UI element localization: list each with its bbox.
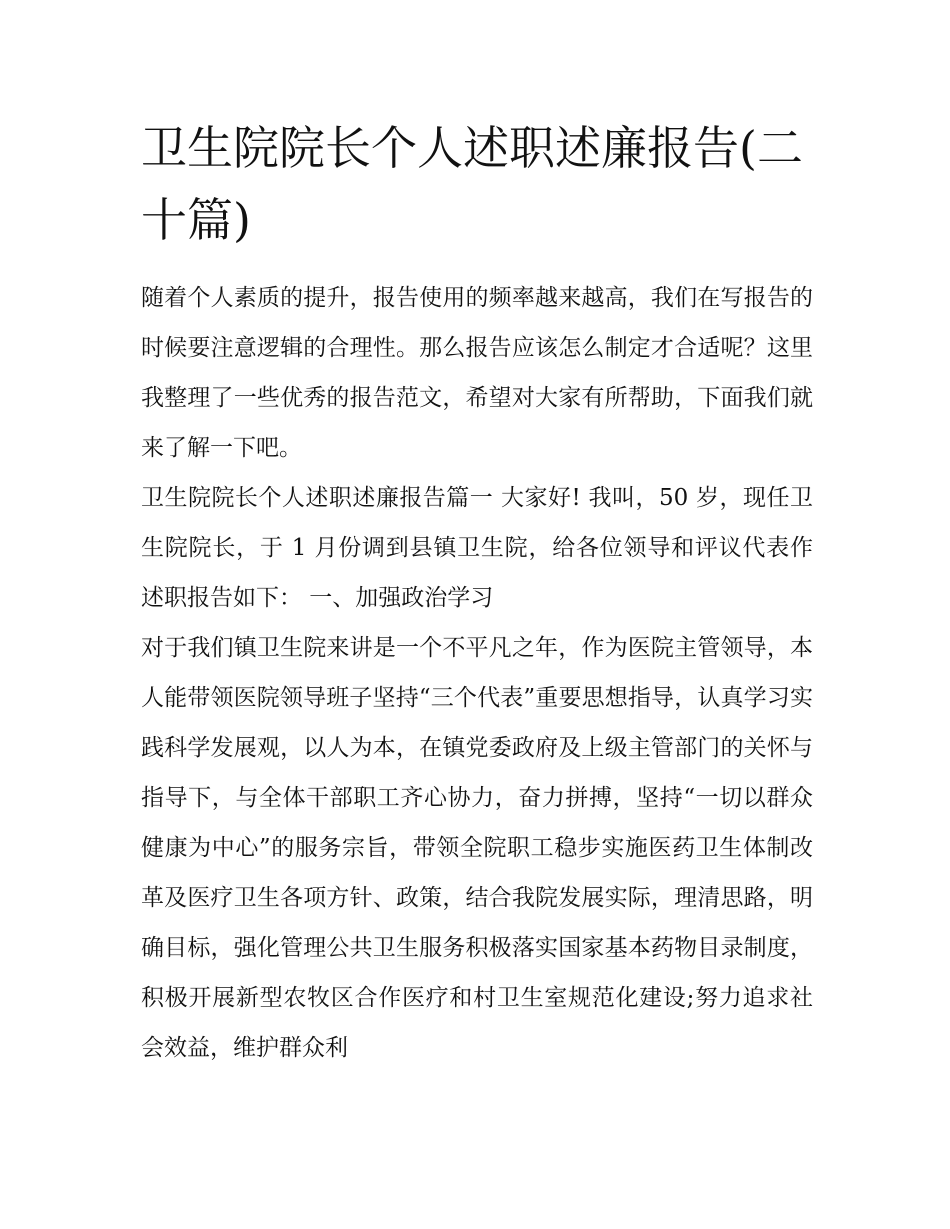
section-paragraph: 卫生院院长个人述职述廉报告篇一 大家好! 我叫，50 岁，现任卫生院院长，于 1 月份调到县镇卫生院，给各位领导和评议代表作述职报告如下： 一、加强政治学习 bbox=[141, 485, 813, 611]
document-body bbox=[141, 112, 813, 1073]
body-paragraph: 对于我们镇卫生院来讲是一个不平凡之年，作为医院主管领导，本人能带领医院领导班子坚持“三个代表”重要思想指导，认真学习实践科学发展观，以人为本，在镇党委政府及上级主管部门的关怀与指导下，与全体干部职工齐心协力，奋力拼搏，坚持“一切以群众健康为中心”的服务宗旨，带领全院职工稳步实施医药卫生体制改革及医疗卫生各项方针、政策，结合我院发展实际，理清思路，明确目标，强化管理公共卫生服务积极落实国家基本药物目录制度，积极开展新型农牧区合作医疗和村卫生室规范化建设;努力追求社会效益，维护群众利 bbox=[141, 635, 813, 1061]
document-title: 卫生院院长个人述职述廉报告(二十篇) bbox=[141, 121, 803, 247]
intro-paragraph: 随着个人素质的提升，报告使用的频率越来越高，我们在写报告的时候要注意逻辑的合理性。那么报告应该怎么制定才合适呢？这里我整理了一些优秀的报告范文，希望对大家有所帮助，下面我们就来了解一下吧。 bbox=[141, 285, 813, 461]
